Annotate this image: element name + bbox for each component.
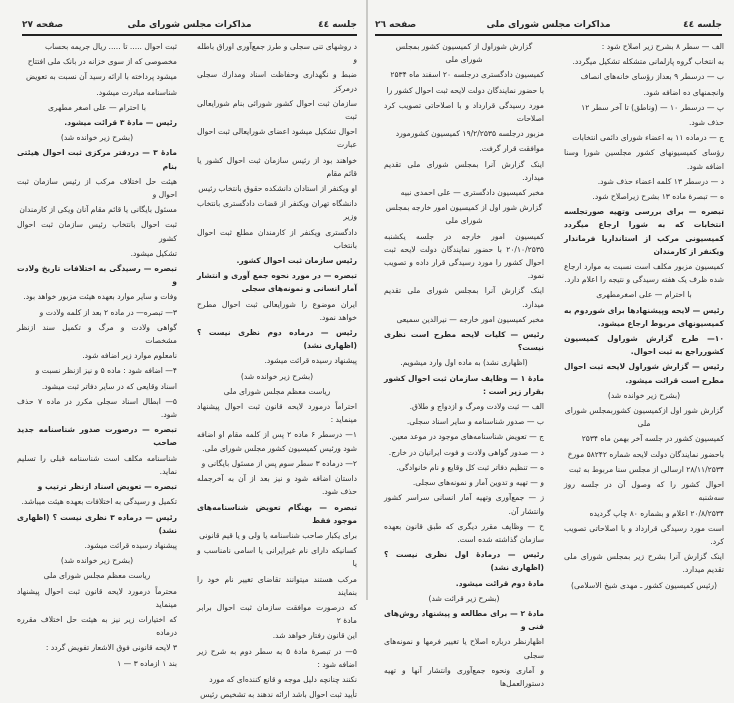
text-paragraph: (بشرح زیر خوانده شد) bbox=[60, 133, 134, 143]
text-paragraph: د — درسطر ۱۳ کلمه اعضاء حذف شود. bbox=[597, 176, 724, 186]
text-paragraph: با احترام — علی اصغر مطهری bbox=[48, 102, 146, 112]
page-header bbox=[22, 18, 357, 36]
text-paragraph: الف — ثبت ولادت ومرگ و ازدواج و طلاق. bbox=[409, 402, 544, 412]
text-paragraph: مخبر کمیسیون دادگستری — علی احمدی نبیه bbox=[400, 188, 544, 198]
text-paragraph: مخبر کمیسیون امور خارجه — نیرالدین سمیعی bbox=[396, 314, 544, 324]
text-paragraph: نامعلوم موارد زیر اضافه شود. bbox=[82, 351, 177, 361]
text-paragraph: و — تهیه و تدوین آمار و نمونه‌های سجلی. bbox=[412, 478, 544, 488]
session-number: جلسه ٤٤ bbox=[683, 20, 722, 30]
text-paragraph: ۵— ابطال اسناد سجلی مکرر در ماده ۷ حذف شود. bbox=[17, 396, 178, 420]
text-paragraph: د — صدور گواهی ولادت و فوت ایرانیان در خارج. bbox=[388, 447, 544, 457]
text-paragraph: پ — درسطر ۱۰ — (وناطق) تا آخر سطر ۱۲ bbox=[581, 102, 724, 112]
text-paragraph: رئیس — گزارش شوراول لایحه ثبت احوال مطرح است قرائت میشود. bbox=[564, 362, 724, 385]
text-paragraph: رئیس — کلیات لایحه مطرح است نظری نیست؟ bbox=[384, 330, 544, 353]
text-paragraph: مورد رسیدگی قرارداد و با اصلاحاتی تصویب کرد اصلاحات bbox=[384, 100, 544, 124]
text-paragraph: ایران موضوع را شورایعالی ثبت احوال مطرح خواهد نمود. bbox=[197, 299, 357, 322]
text-paragraph: (بشرح زیر قرائت شد) bbox=[428, 593, 500, 603]
text-paragraph: کسانیکه دارای نام غیرایرانی یا اسامی نامناسب و یا bbox=[197, 546, 357, 569]
text-paragraph: تبصره — درصورت صدور شناسنامه جدید صاحب bbox=[17, 425, 177, 448]
text-paragraph: مزبور درجلسه ۱۹/۲/۲۵۳۵ کمیسیون کشورمورد bbox=[395, 129, 544, 139]
text-paragraph: (بشرح زیر خوانده شد) bbox=[60, 556, 134, 566]
text-paragraph: احتراماً درمورد لایحه قانون ثبت احوال پیشنهاد مینماید : bbox=[197, 402, 357, 425]
text-paragraph: ز — جمع‌آوری وتهیه آمار انسانی سراسر کشور وانتشار آن. bbox=[384, 493, 544, 516]
text-paragraph: مسئول بایگانی یا قائم مقام آنان ویکی از کارمندان bbox=[19, 205, 177, 215]
text-paragraph: داستان اضافه شود و نیز بعد از آن به آخرجمله حذف شود. bbox=[197, 474, 357, 497]
text-paragraph: مادهٔ دوم قرائت میشود. bbox=[455, 578, 544, 588]
text-paragraph: بند ۱ ازماده ۳ — ۱ bbox=[117, 658, 177, 668]
text-paragraph: اسناد وقایعی که در سایر دفاتر ثبت میشود. bbox=[41, 381, 177, 391]
text-paragraph: اینک گزارش آنرا بمجلس شورای ملی تقدیم میدارد. bbox=[384, 159, 544, 182]
text-paragraph: (بشرح زیر خوانده شد) bbox=[607, 390, 681, 400]
text-paragraph: ۴— اضافه شود : ماده ۵ و نیز ازنظر نسبت و bbox=[35, 366, 177, 376]
text-paragraph: کمیسیون دادگستری درجلسه ۲۰ اسفند ماه ۲۵۳۴ bbox=[390, 70, 544, 80]
text-paragraph: مخصوصی که از سوی خزانه در بانک ملی افتتاح bbox=[27, 57, 177, 67]
text-paragraph: تبصره — تعویض اسناد ازنظر ترتیب و bbox=[37, 482, 177, 492]
text-paragraph: تبصره — در مورد نحوه جمع آوری و انتشار آمار انسانی و نمونه‌های سجلی bbox=[197, 271, 357, 294]
text-paragraph: خواهند بود از رئیس سازمان ثبت احوال کشور یا قائم مقام bbox=[197, 155, 357, 178]
text-paragraph: تأیید ثبت احوال باشد ارائه ندهند به تشخیص رئیس bbox=[200, 690, 357, 700]
text-paragraph: که اختیارات زیر نیز به هیئت حل اختلاف مقرره درماده bbox=[17, 614, 177, 638]
text-paragraph: رئیس — درماده دوم نظری نیست ؟ (اظهاری نشد) bbox=[197, 328, 357, 351]
text-paragraph: احوال کشور را که وصول آن در جلسه روز سه‌شنبه bbox=[564, 480, 724, 503]
text-paragraph: رئیس — لایحه وپیشنهادها برای شوردوم به کمیسیونهای مربوط ارجاع میشود. bbox=[564, 305, 724, 328]
text-paragraph: است مورد رسیدگی قرارداد و با اصلاحاتی تصویب کرد. bbox=[564, 523, 724, 546]
text-column-right bbox=[564, 40, 724, 594]
text-paragraph: ۳— تبصره— در ماده ۲ بعد از کلمه ولادت و bbox=[39, 307, 177, 317]
text-paragraph: موافقت قرار گرفت. bbox=[479, 144, 544, 154]
text-paragraph: کمیسیون مزبور مکلف است نسبت به موارد ارجاع شده ظرف یک هفته رسیدگی و نتیجه را اعلام دارد. bbox=[564, 262, 724, 285]
text-paragraph: دانشگاه تهران ویکنفر از قضات دادگستری بانتخاب وزیر bbox=[197, 199, 357, 222]
journal-title: مذاکرات مجلس شورای ملی bbox=[127, 20, 252, 30]
text-paragraph: تکمیل و رسیدگی به اختلافات بعهده هیئت میباشد. bbox=[21, 497, 177, 507]
text-paragraph: اینک گزارش آنرا بشرح زیر بمجلس شورای ملی تقدیم میدارد. bbox=[564, 552, 724, 575]
text-paragraph: رئیس سازمان ثبت احوال کشور. bbox=[236, 256, 357, 266]
text-paragraph: گزارش شور اول ازکمیسیون کشوربمجلس شورای ملی bbox=[564, 406, 724, 429]
text-paragraph: الف — سطر ۸ بشرح زیر اصلاح شود : bbox=[601, 42, 724, 51]
text-paragraph: ثبت احوال ..... تا ..... ریال جریمه بحساب bbox=[44, 42, 177, 51]
text-paragraph: احوال تشکیل میشود اعضای شورایعالی ثبت احوال عبارت bbox=[197, 127, 357, 150]
text-paragraph: (بشرح زیر خوانده شد) bbox=[240, 371, 314, 381]
text-paragraph: د روشهای تنی سجلی و طرز جمع‌آوری اوراق باطله و bbox=[197, 42, 357, 65]
text-paragraph: ج — درماده ۱۱ به اعضاء شورای دائمی انتخابات bbox=[572, 133, 724, 143]
text-paragraph: رئیس — درماده ۳ نظری نیست ؟ (اظهاری نشد) bbox=[17, 512, 177, 535]
text-paragraph: اظهارنظر درباره اصلاح یا تغییر فرمها و نمونه‌های سجلی bbox=[384, 637, 544, 660]
text-paragraph: پیشنهاد رسیده قرائت میشود. bbox=[264, 356, 357, 366]
text-paragraph: تشکیل میشود. bbox=[130, 248, 177, 258]
text-column-right bbox=[197, 40, 357, 703]
text-paragraph: (اظهاری نشد) به ماده اول وارد میشویم. bbox=[400, 358, 528, 368]
text-paragraph: گزارش شور اول از کمیسیون امور خارجه بمجلس شورای ملی bbox=[385, 203, 543, 226]
page-number: صفحه ٢٦ bbox=[375, 20, 417, 30]
text-paragraph: تبصره — برای بررسی وتهیه صورتجلسه انتخابات که به شورا ارجاع میگردد کمیسیونی مرکب از استانداریا فرماندار ویکنفر از کارمندان bbox=[564, 207, 724, 256]
text-paragraph: سازمان ثبت احوال کشور شورائی بنام شورایعالی ثبت bbox=[197, 98, 357, 122]
text-paragraph: هیئت حل اختلاف مرکب از رئیس سازمان ثبت احوال و bbox=[17, 176, 177, 200]
text-paragraph: دادگستری ویکنفر از کارمندان مطلع ثبت احوال بانتخاب bbox=[197, 227, 357, 250]
left-page bbox=[0, 0, 367, 700]
text-paragraph: ه — تبصرهٔ ماده ۱۳ بشرح زیراصلاح شود. bbox=[592, 192, 724, 202]
text-paragraph: پیشنهاد رسیده قرائت میشود. bbox=[84, 540, 177, 550]
text-paragraph: ج — تعویض شناسنامه‌های موجود در موعد معین. bbox=[389, 432, 544, 442]
page-header bbox=[375, 18, 722, 36]
text-paragraph: برای یکبار صاحب شناسنامه یا ولی و یا قیم قانونی bbox=[199, 530, 357, 540]
session-number: جلسه ٤٤ bbox=[318, 20, 357, 30]
text-paragraph: اینک گزارش آنرا بمجلس شورای ملی تقدیم میدارد. bbox=[384, 286, 544, 309]
text-paragraph: ۳ لایحه قانونی فوق الاشعار تفویض گردد : bbox=[45, 643, 177, 653]
text-paragraph: کمیسیون کشور در جلسه آخر بهمن ماه ۲۵۳۴ bbox=[581, 434, 724, 444]
text-paragraph: رئیس — درمادهٔ اول نظری نیست ؟ (اظهاری نشد) bbox=[384, 550, 544, 573]
text-paragraph: ۲— درماده ۳ سطر سوم پس از مسئول بایگانی و bbox=[201, 458, 357, 468]
text-paragraph: تبصره — بهنگام تعویض شناسنامه‌های موجود فقط bbox=[197, 502, 357, 525]
text-paragraph: ۱— درسطر ۶ ماده ۲ پس از کلمه مقام او اضافه شود ورئیس کمیسیون کشور مجلس شورای ملی. bbox=[197, 430, 357, 453]
text-paragraph: ریاست معظم مجلس شورای ملی bbox=[223, 386, 331, 396]
text-paragraph: گزارش شوراول از کمیسیون کشور بمجلس شورای ملی bbox=[395, 42, 533, 65]
text-column-left bbox=[384, 40, 544, 692]
text-paragraph: ثبت احوال بانتخاب رئیس سازمان ثبت احوال کشور bbox=[17, 220, 177, 243]
page-number: صفحه ٢٧ bbox=[22, 20, 64, 30]
text-paragraph: (رئیس کمیسیون کشور ـ مهدی شیخ الاسلامی) bbox=[570, 580, 717, 590]
text-paragraph: او ویکنفر از استادان دانشکده حقوق بانتخاب رئیس bbox=[198, 184, 357, 194]
text-paragraph: حذف شود. bbox=[688, 118, 724, 128]
text-paragraph: تبصره — رسیدگی به اختلافات تاریخ ولادت و bbox=[17, 264, 177, 287]
text-paragraph: شناسنامه مبادرت میشود. bbox=[96, 87, 177, 97]
text-paragraph: مرکب هستند میتوانند تقاضای تغییر نام خود را بنمایند bbox=[197, 574, 357, 597]
text-paragraph: که درصورت موافقت سازمان ثبت احوال برابر مادهٔ ۲ bbox=[197, 602, 357, 626]
text-paragraph: ۱۰— طرح گزارش شوراول کمیسیون کشورراجع به ثبت احوال. bbox=[564, 334, 724, 357]
text-column-left bbox=[17, 40, 177, 672]
text-paragraph: این قانون رفتار خواهد شد. bbox=[272, 631, 357, 641]
text-paragraph: با حضور نمایندگان دولت لایحه ثبت احوال کشور را bbox=[386, 85, 544, 95]
text-paragraph: شناسنامه مکلف است شناسنامه قبلی را تسلیم نماید. bbox=[17, 453, 177, 476]
text-paragraph: نکنند چنانچه دلیل موجه و قانع کننده‌ای که مورد bbox=[209, 674, 357, 684]
text-paragraph: کمیسیون امور خارجه در جلسه یکشنبه ۲۰/۱۰/۲۵۳۵ با حضور نمایندگان دولت لایحه ثبت احوال کشور را مورد رسیدگی قرار داده و تصویب نمود. bbox=[384, 231, 544, 281]
text-paragraph: ب — صدور شناسنامه و سایر اسناد سجلی. bbox=[406, 417, 544, 427]
text-paragraph: رؤسای کمیسیونهای کشور مجلسین شورا وسنا اضافه شود. bbox=[564, 148, 724, 171]
text-paragraph: با احترام — علی اصغرمطهری bbox=[596, 290, 692, 300]
text-paragraph: میشود پرداخته با ارائه رسید آن نسبت به تعویض bbox=[25, 72, 177, 82]
text-paragraph: باحضور نمایندگان دولت لایحه شماره ۵۸۲۴۲ مورخ bbox=[567, 449, 724, 459]
text-paragraph: ۵— در تبصرهٔ مادهٔ ۵ به سطر دوم به شرح زیر اضافه شود : bbox=[197, 646, 357, 669]
text-paragraph: رئیس — مادهٔ ۳ قرائت میشود. bbox=[64, 118, 177, 128]
text-paragraph: گواهی ولادت و مرگ و تکمیل سند ازنظر مشخصات bbox=[17, 322, 177, 346]
right-page bbox=[367, 0, 734, 688]
text-paragraph: وفات و سایر موارد بعهده هیئت مزبور خواهد بود. bbox=[23, 292, 177, 302]
text-paragraph: مادهٔ ۱ — وظایف سازمان ثبت احوال کشور بقرار زیر است : bbox=[384, 373, 544, 396]
text-paragraph: ۲۰/۸/۲۵۳۴ اعلام و بشماره ۸۰ چاپ گردیده bbox=[589, 508, 724, 518]
text-paragraph: مادهٔ ۳ — دردفتر مرکزی ثبت احوال هیئتی بنام bbox=[17, 148, 177, 171]
text-paragraph: وانجمنهای ده اضافه شود. bbox=[643, 87, 724, 97]
text-paragraph: مادهٔ ۲ — برای مطالعه و پیشنهاد روش‌های فنی و bbox=[384, 608, 544, 632]
text-paragraph: ب — درسطر ۹ بعداز رؤسای خانه‌های انصاف bbox=[580, 72, 724, 82]
text-paragraph: به انتخاب گروه پارلمانی متشکله تشکیل میگردد. bbox=[572, 57, 724, 67]
text-paragraph: ضبط و نگهداری وحفاظت اسناد ومدارك سجلی درمرکز bbox=[197, 70, 357, 93]
text-paragraph: محترماً درمورد لایحه قانون ثبت احوال پیشنهاد مینماید bbox=[17, 586, 177, 609]
text-paragraph: و آماری ونحوه جمع‌آوری وانتشار آنها و تهیه دستورالعمل‌ها bbox=[384, 665, 544, 688]
text-paragraph: ه — تنظیم دفاتر ثبت کل وقایع و نام خانوادگی. bbox=[396, 462, 544, 472]
journal-title: مذاکرات مجلس شورای ملی bbox=[486, 20, 611, 30]
text-paragraph: ریاست معظم مجلس شورای ملی bbox=[43, 571, 151, 581]
text-paragraph: ۲۸/۱۱/۲۵۳۴ ارسالی از مجلس سنا مربوط به ثبت bbox=[568, 464, 724, 474]
text-paragraph: ح — وظایف مقرر دیگری که طبق قانون بعهده سازمان گذاشته شده است. bbox=[384, 521, 544, 544]
